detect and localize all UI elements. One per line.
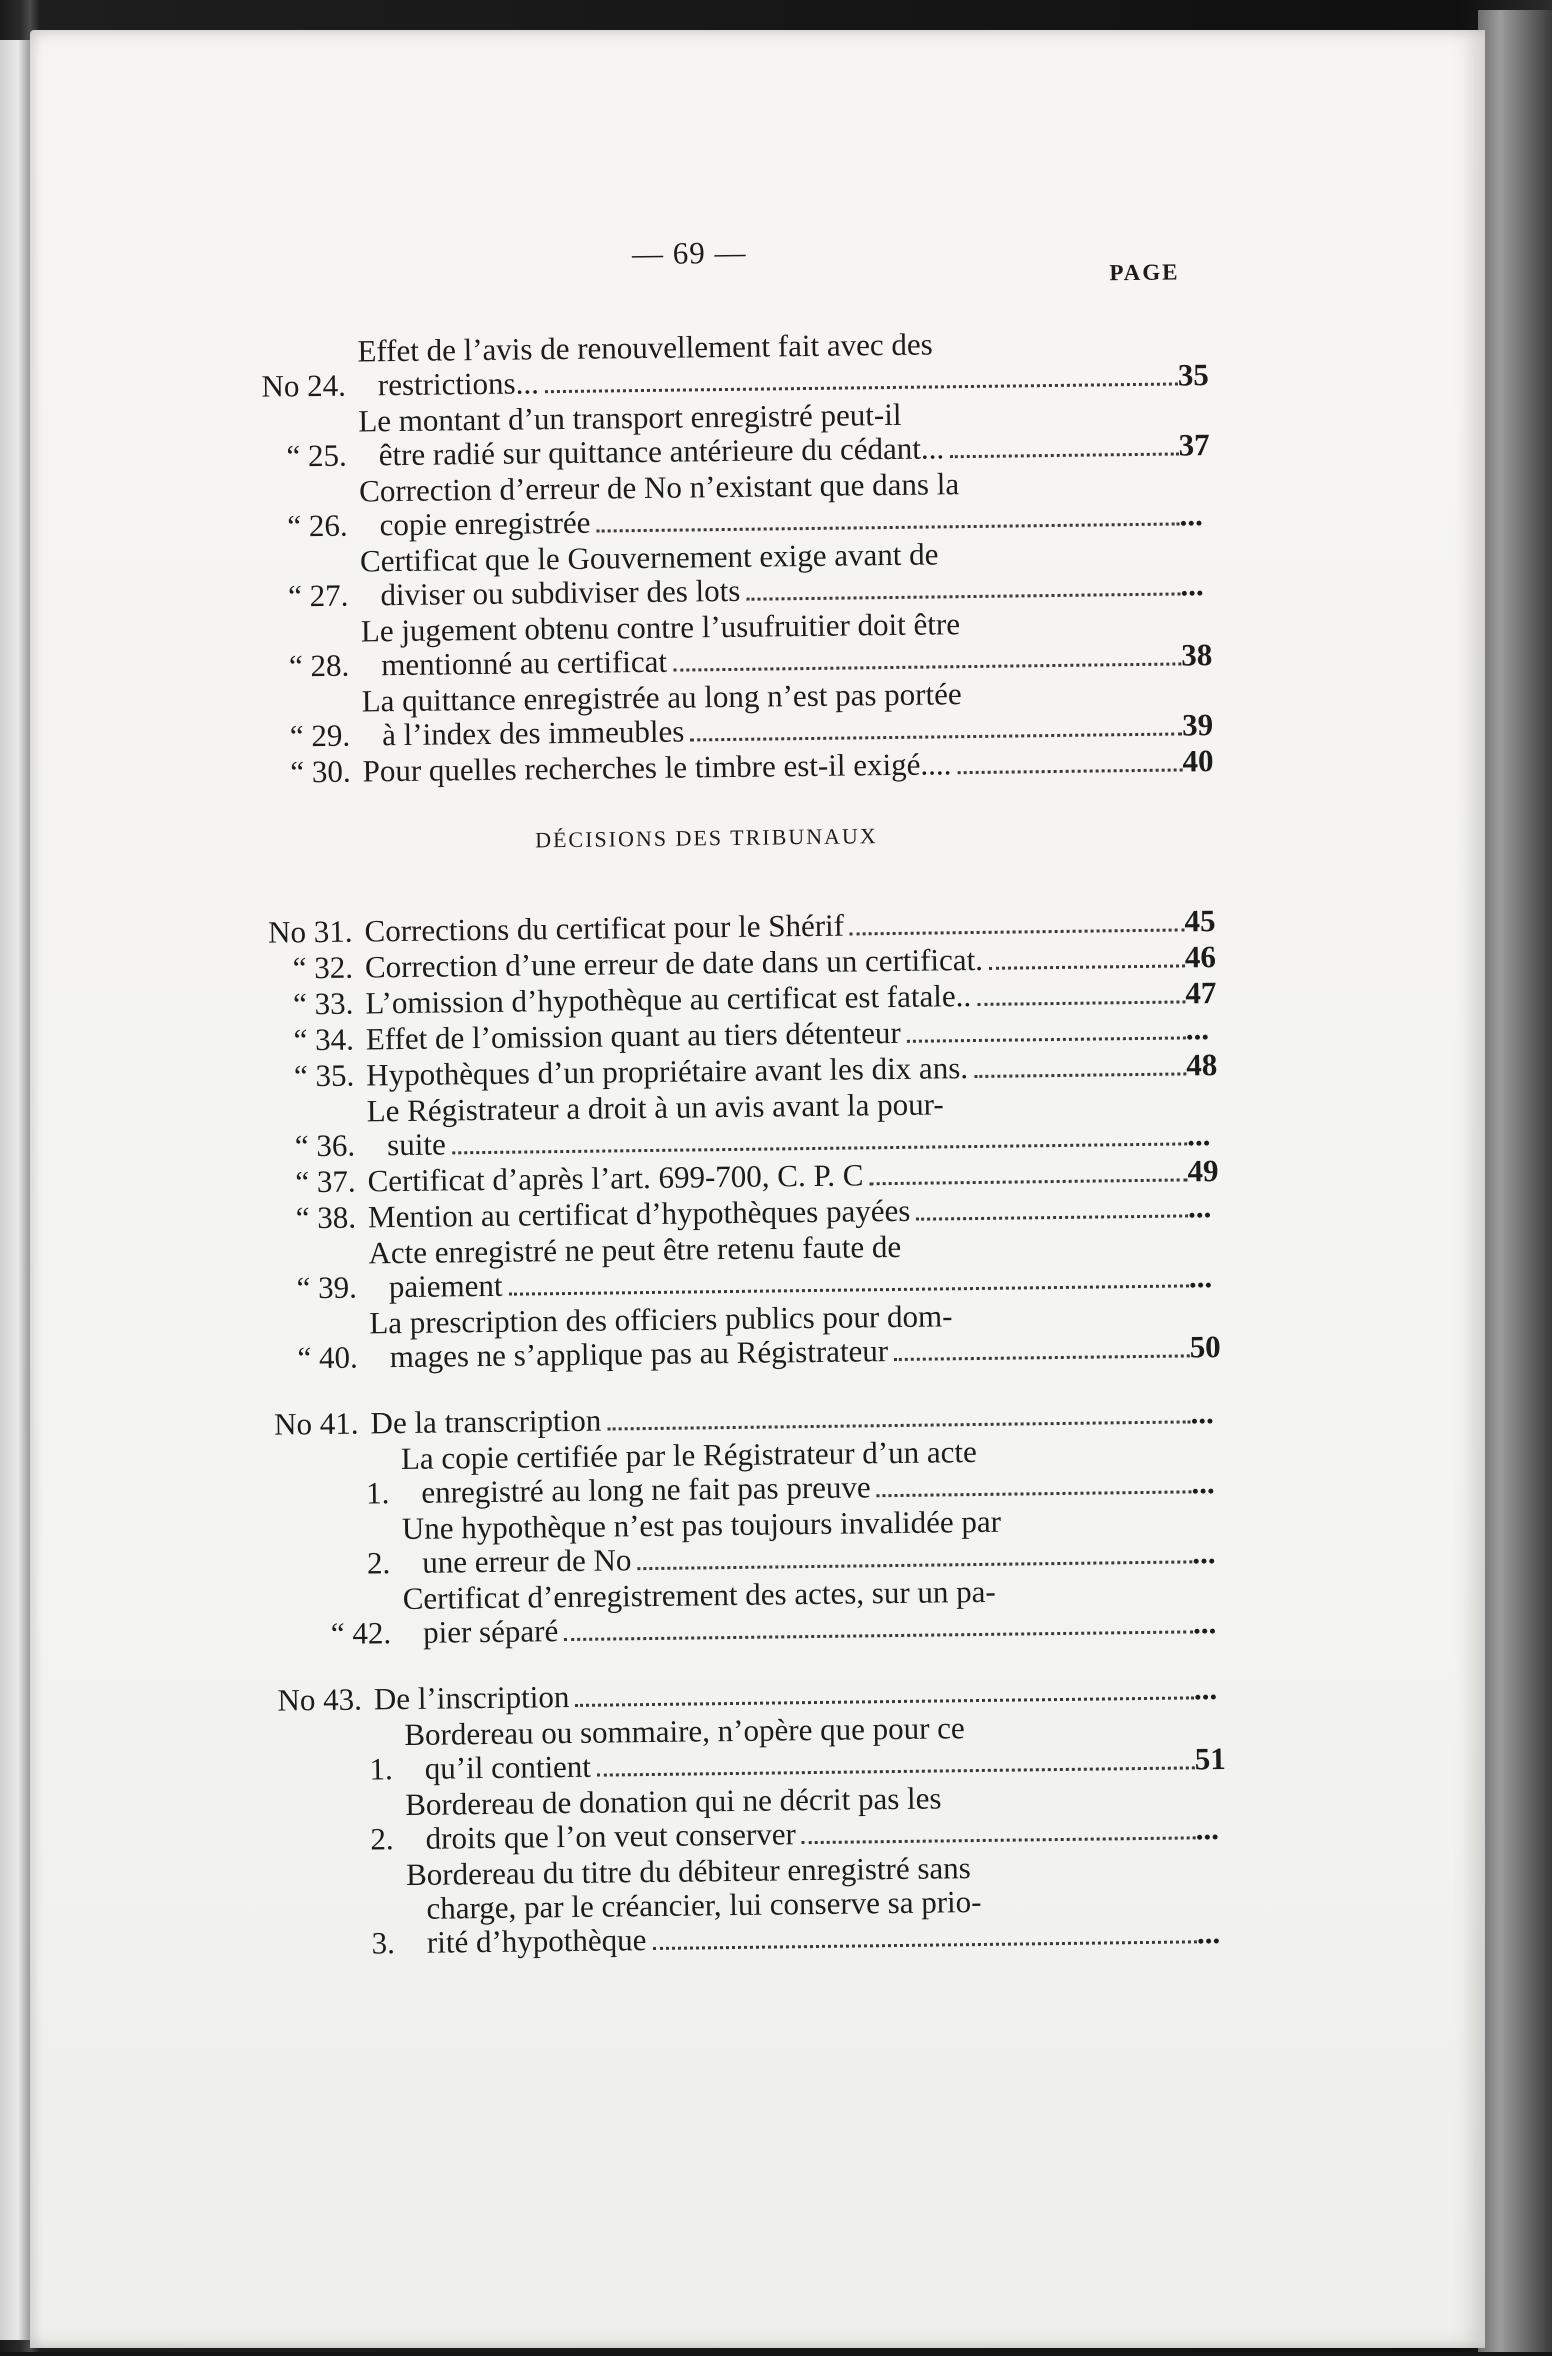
table-of-contents-part-2 [227,904,1240,1964]
dot-leader [452,1142,1187,1154]
entry-number: “ 33. [292,985,354,1022]
entry-page: 46 [1184,939,1217,975]
entry-title [357,324,1178,402]
dot-leader [607,1420,1190,1430]
entry-page: ... [1192,1605,1217,1641]
dot-leader [802,1836,1196,1844]
entry-title-line: à l’index des immeubles [381,713,685,753]
entry-number: “ 30. [290,753,351,790]
entry-title-line: mages ne s’applique pas au Régistrateur [389,1333,889,1375]
entry-page: ... [1179,497,1203,533]
entry-page: 37 [1178,427,1210,463]
entry-title [362,744,1182,788]
page-content [17,21,1500,2356]
entry-page: ... [1186,1117,1211,1153]
entry-page: 47 [1185,975,1217,1011]
toc-entry [236,1572,1237,1652]
page-column-header: PAGE [1109,259,1180,286]
entry-title-line: droits que l’on veut conserver [425,1816,796,1856]
entry-title-line: rité d’hypothèque [426,1922,647,1960]
entry-number: “ 39. [296,1269,358,1306]
entry-title-line: La copie certifiée par le Régistrateur d’un acte [400,1434,977,1477]
dot-leader [907,1036,1186,1042]
entry-title [361,604,1182,682]
toc-entry [239,1848,1240,1962]
dot-leader [850,928,1185,935]
page-number: — 69 — [631,234,747,272]
entry-title-line: Pour quelles recherches le timbre est-il exigé.... [362,746,952,789]
entry-title-line: Le jugement obtenu contre l’usufruitier doit être [360,606,961,649]
entry-number: “ 34. [293,1021,355,1058]
dot-leader [545,382,1178,393]
dot-leader [564,1630,1193,1641]
entry-page: 48 [1186,1047,1218,1083]
entry-title-line: charge, par le créancier, lui conserve sa prio- [426,1883,982,1926]
toc-entry [232,1296,1233,1376]
entry-title-line: Certificat que le Gouvernement exige avant de [359,536,939,579]
entry-number: 1. [369,1751,393,1787]
entry-number: “ 35. [293,1057,355,1094]
entry-title-line: Bordereau ou sommaire, n’opère que pour ce [404,1710,965,1753]
toc-entry [222,464,1223,544]
entry-number: “ 36. [294,1127,356,1164]
toc-entry [234,1432,1235,1512]
entry-title [402,1502,1193,1580]
dot-leader [746,592,1180,600]
dot-leader [509,1284,1189,1295]
dot-leader [652,1940,1196,1950]
entry-number: 2. [370,1821,394,1857]
entry-title-line: Certificat d’enregistrement des actes, sur un pa- [402,1573,996,1617]
entry-title [406,1848,1197,1960]
toc-entry [235,1502,1236,1582]
entry-title-line: La quittance enregistrée au long n’est pas portée [361,676,962,719]
entry-title-line: enregistré au long ne fait pas preuve [421,1469,871,1510]
toc-entry [231,1226,1232,1306]
section-title: DÉCISIONS DES TRIBUNAUX [534,823,878,853]
entry-title-line: diviser ou subdiviser des lots [380,572,741,613]
entry-title-line: copie enregistrée [379,504,591,543]
entry-title [405,1778,1196,1856]
table-of-contents-part-1 [220,324,1225,792]
entry-number: “ 26. [287,507,348,544]
entry-title-line: Correction d’une erreur de date dans un certificat. [364,941,984,985]
entry-title [358,394,1179,472]
entry-title-line: suite [386,1126,446,1163]
entry-title [404,1708,1195,1786]
entry-page: ... [1195,1811,1220,1847]
toc-entry [225,674,1226,754]
toc-entry [223,534,1224,614]
dot-leader [894,1354,1190,1361]
entry-title-line: qu’il contient [424,1748,592,1786]
entry-number: No 43. [277,1681,363,1718]
dot-leader [870,1178,1188,1185]
dot-leader [877,1490,1192,1497]
entry-title-line: Acte enregistré ne peut être retenu faute de [368,1228,902,1271]
entry-number: “ 32. [292,949,354,986]
entry-page: ... [1193,1671,1218,1707]
entry-number: “ 28. [288,647,350,684]
toc-entry [237,1708,1238,1788]
book-page [30,30,1485,2348]
dot-leader [977,1000,1185,1006]
entry-number: “ 40. [297,1339,358,1376]
toc-entry [230,1084,1231,1164]
dot-leader [673,662,1181,671]
toc-entry [224,604,1225,684]
entry-number: 2. [366,1545,391,1581]
entry-title-line: Effet de l’omission quant au tiers détenteur [365,1014,901,1057]
entry-title-line: Le montant d’un transport enregistré peut-il [358,396,902,439]
entry-number: No 41. [273,1405,359,1442]
entry-title-line: Bordereau de donation qui ne décrit pas les [405,1780,942,1823]
entry-title-line: De la transcription [370,1402,602,1441]
entry-title-line: paiement [388,1267,503,1305]
toc-entry [221,394,1222,474]
entry-number: 3. [371,1925,396,1961]
entry-title [401,1432,1192,1510]
dot-leader [989,964,1185,969]
entry-page: ... [1180,567,1204,603]
entry-number: “ 42. [330,1615,392,1651]
entry-page: 40 [1182,743,1214,779]
entry-title [362,674,1183,752]
entry-number: 1. [365,1475,390,1511]
entry-title-line: Le Régistrateur a droit à un avis avant la pour- [366,1086,944,1129]
entry-page: ... [1188,1259,1213,1295]
dot-leader [974,1072,1186,1078]
entry-title-line: La prescription des officiers publics pour dom- [369,1298,953,1341]
dot-leader [916,1214,1188,1220]
entry-number: “ 25. [286,437,347,474]
entry-title [402,1572,1193,1650]
entry-number: “ 37. [295,1163,356,1200]
entry-title-line: une erreur de No [422,1542,632,1580]
entry-page: ... [1185,1011,1210,1047]
dot-leader [957,768,1182,774]
entry-title-line: Mention au certificat d’hypothèques payées [367,1192,911,1235]
entry-title-line: pier séparé [422,1613,559,1650]
entry-page: 51 [1194,1740,1226,1777]
entry-page: ... [1191,1535,1216,1571]
dot-leader [597,1766,1195,1776]
entry-title-line: Bordereau du titre du débiteur enregistré sans [405,1850,971,1893]
entry-number: “ 27. [287,577,349,614]
entry-page: ... [1187,1189,1212,1225]
entry-title [360,534,1181,612]
entry-number: “ 38. [295,1199,357,1236]
entry-page: 35 [1177,357,1210,393]
entry-title-line: Correction d’erreur de No n’existant que dans la [358,466,960,509]
entry-title [359,464,1180,542]
entry-page: 45 [1184,903,1216,939]
dot-leader [637,1560,1192,1570]
dot-leader [690,732,1182,741]
entry-title-line: Une hypothèque n’est pas toujours invalidée par [401,1503,1002,1547]
toc-entry [238,1778,1239,1858]
entry-title [368,1226,1189,1304]
entry-number: “ 29. [289,717,351,754]
entry-title-line: De l’inscription [373,1679,570,1717]
entry-number: No 31. [267,913,353,950]
entry-page: 38 [1181,637,1213,673]
dot-leader [597,522,1180,532]
entry-page: 39 [1181,707,1214,743]
entry-title [369,1296,1190,1374]
entry-title-line: mentionné au certificat [381,643,668,683]
entry-title-line: L’omission d’hypothèque au certificat est fatale.. [365,978,972,1021]
entry-page: ... [1191,1465,1215,1501]
entry-number: No 24. [261,367,347,404]
entry-page: ... [1190,1395,1214,1431]
entry-page: 49 [1187,1153,1219,1189]
entry-title-line: Corrections du certificat pour le Shérif [364,907,845,949]
entry-page: ... [1196,1915,1221,1951]
entry-title-line: Hypothèques d’un propriétaire avant les dix ans. [366,1050,969,1093]
entry-title-line: restrictions... [377,365,540,403]
entry-title [367,1084,1188,1162]
entry-page: 50 [1189,1329,1221,1365]
entry-title-line: Effet de l’avis de renouvellement fait avec des [357,326,933,369]
entry-title-line: être radié sur quittance antérieure du cédant... [378,430,945,473]
dot-leader [950,452,1179,458]
toc-entry [220,324,1221,404]
dot-leader [575,1696,1194,1707]
entry-title-line: Certificat d’après l’art. 699-700, C. P. C [367,1157,864,1199]
